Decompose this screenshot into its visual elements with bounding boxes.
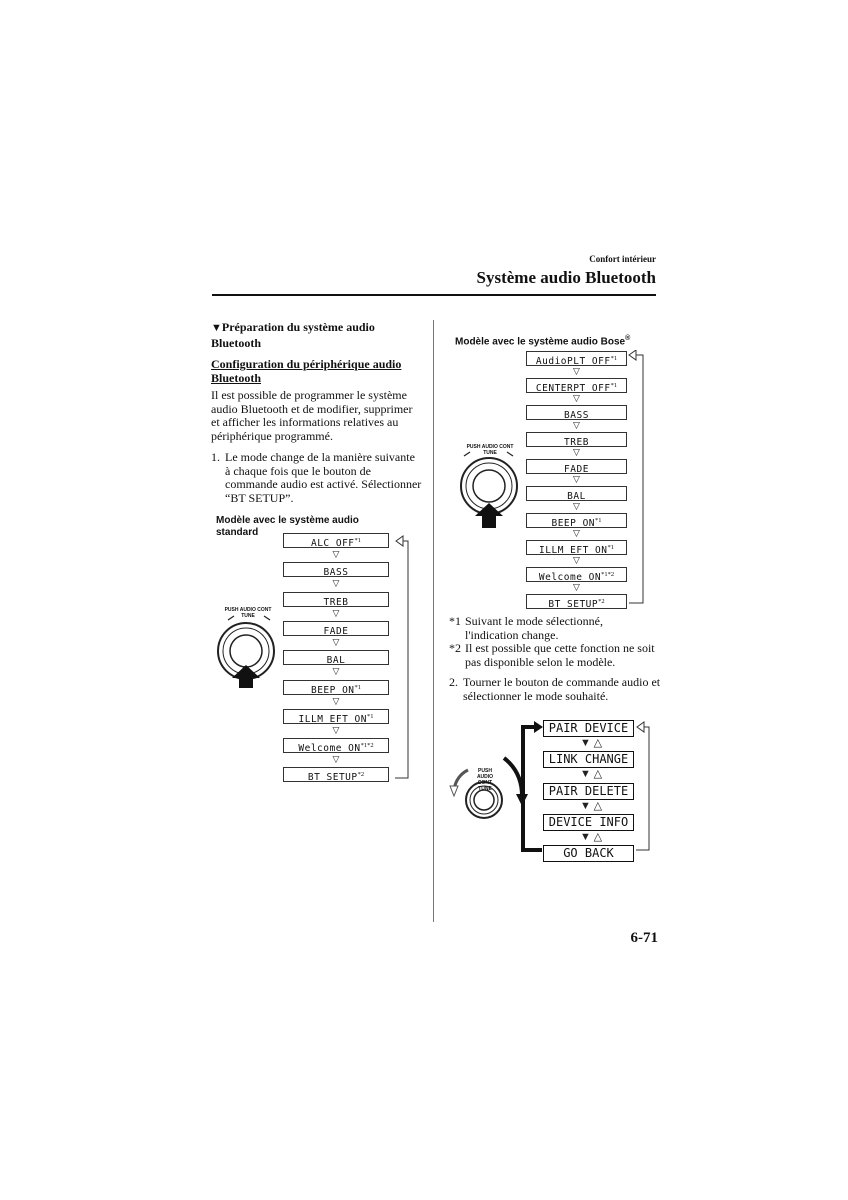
mode-display-5 bbox=[526, 459, 627, 474]
mode-display-8 bbox=[526, 540, 627, 555]
mode-display-4 bbox=[526, 432, 627, 447]
mode-label: Welcome ON bbox=[298, 743, 361, 755]
mode-note: *1 bbox=[354, 537, 362, 544]
down-arrow-icon: ▽ bbox=[573, 447, 580, 457]
down-arrow-icon: ▽ bbox=[573, 420, 580, 430]
knob-label-audio: AUDIO CONT bbox=[239, 607, 272, 613]
mode-display-10 bbox=[526, 594, 627, 609]
down-arrow-icon: ▽ bbox=[332, 607, 340, 618]
mode-label: CENTERPT OFF bbox=[535, 383, 611, 395]
mode-note: *1 bbox=[366, 712, 374, 720]
mode-label: BEEP ON bbox=[551, 518, 596, 530]
down-arrow-icon: ▽ bbox=[573, 366, 580, 376]
section-heading bbox=[211, 320, 421, 351]
section-heading-text: Préparation du système audio Bluetooth bbox=[211, 320, 375, 350]
mode-note: *1 bbox=[607, 544, 614, 551]
mode-display-8 bbox=[283, 738, 389, 753]
chapter-title: Système audio Bluetooth bbox=[476, 268, 656, 287]
mode-note: *1*2 bbox=[601, 571, 615, 578]
forward-loop-line bbox=[523, 727, 542, 850]
select-arrows-icon: ▼ △ bbox=[579, 800, 603, 812]
footnote-text: Suivant le mode sélectionné, l'indication change. bbox=[465, 614, 603, 642]
down-arrow-icon: ▽ bbox=[573, 528, 580, 538]
select-arrows-icon: ▼ △ bbox=[579, 737, 603, 749]
down-arrow-icon: ▽ bbox=[332, 695, 340, 706]
subheading: Configuration du périphérique audio Bluetooth bbox=[211, 357, 402, 385]
mode-display-3 bbox=[526, 405, 627, 420]
mode-label: BT SETUP bbox=[307, 772, 358, 784]
step-2 bbox=[449, 676, 661, 703]
down-arrow-icon: ▽ bbox=[573, 501, 580, 511]
knob-label-audio: AUDIO CONT bbox=[481, 444, 514, 450]
mode-display-7 bbox=[526, 513, 627, 528]
knob-label-tune: TUNE bbox=[478, 786, 492, 792]
down-arrow-icon: ▽ bbox=[332, 636, 340, 647]
mode-note: *1 bbox=[610, 382, 618, 389]
mode-note: *1 bbox=[610, 355, 618, 362]
intro-paragraph: Il est possible de programmer le système audio Bluetooth et de modifier, supprimer et afficher les informations relatives au périphérique programmé. bbox=[211, 388, 413, 443]
mode-display-9 bbox=[283, 767, 389, 782]
knob-label-push: PUSH bbox=[478, 768, 492, 774]
setup-item-display-1: PAIR DEVICE bbox=[543, 720, 634, 737]
mode-label: BAL bbox=[326, 655, 346, 667]
knob-label bbox=[460, 444, 520, 456]
section-label: Confort intérieur bbox=[589, 254, 656, 264]
audio-knob-icon bbox=[218, 616, 274, 688]
mode-display-2 bbox=[283, 562, 389, 577]
setup-item-display-4: DEVICE INFO bbox=[543, 814, 634, 831]
mode-display-4 bbox=[283, 621, 389, 636]
mode-note: *1 bbox=[354, 683, 362, 691]
mode-display-3 bbox=[283, 592, 389, 607]
down-arrow-icon: ▽ bbox=[573, 555, 580, 565]
step-number: 2. bbox=[449, 675, 458, 689]
mode-label: Welcome ON bbox=[538, 572, 602, 584]
mode-display-2 bbox=[526, 378, 627, 393]
rotate-right-arrow-icon bbox=[504, 758, 522, 796]
mode-display-6 bbox=[283, 680, 389, 695]
diagram-caption-standard: Modèle avec le système audio standard bbox=[216, 515, 359, 538]
mode-label: BASS bbox=[323, 567, 349, 579]
mode-label: ILLM EFT ON bbox=[539, 545, 608, 557]
page-number: 6-71 bbox=[630, 930, 658, 946]
footnote-2 bbox=[449, 642, 659, 669]
mode-label: TREB bbox=[323, 596, 349, 608]
column-divider bbox=[433, 320, 434, 922]
knob-label bbox=[224, 607, 272, 619]
return-loop-line bbox=[395, 541, 408, 778]
mode-display-1 bbox=[526, 351, 627, 366]
mode-label: TREB bbox=[564, 437, 589, 449]
mode-display-5 bbox=[283, 650, 389, 665]
mode-note: *2 bbox=[598, 598, 605, 605]
footnote-1 bbox=[449, 615, 659, 642]
down-arrow-icon: ▽ bbox=[573, 474, 580, 484]
down-arrow-icon: ▽ bbox=[573, 393, 580, 403]
knob-label-tune: TUNE bbox=[241, 613, 255, 619]
knob-label-audio: AUDIO CONT bbox=[476, 774, 494, 786]
knob-label-push: PUSH bbox=[224, 607, 239, 613]
mode-display-9 bbox=[526, 567, 627, 582]
registered-mark: ® bbox=[625, 335, 631, 342]
select-arrows-icon: ▼ △ bbox=[579, 831, 603, 843]
mode-display-1 bbox=[283, 533, 389, 548]
mode-label: FADE bbox=[323, 626, 349, 638]
mode-label: FADE bbox=[564, 464, 589, 476]
mode-label: BT SETUP bbox=[548, 599, 599, 611]
audio-knob-icon bbox=[461, 452, 517, 528]
knob-label-push: PUSH bbox=[466, 444, 481, 450]
mode-label: BASS bbox=[564, 410, 589, 422]
down-arrow-icon: ▽ bbox=[332, 724, 340, 735]
down-arrow-icon: ▽ bbox=[332, 549, 340, 559]
diagram-caption-bose bbox=[455, 333, 655, 348]
knob-label bbox=[470, 768, 500, 792]
step-text: Tourner le bouton de commande audio et sélectionner le mode souhaité. bbox=[463, 675, 661, 703]
header-rule bbox=[212, 294, 656, 296]
backward-loop-line bbox=[636, 727, 649, 850]
mode-label: ILLM EFT ON bbox=[298, 713, 367, 725]
step-1 bbox=[211, 451, 423, 505]
step-text: Le mode change de la manière suivante à chaque fois que le bouton de commande audio est activé. Sélectionner “BT SETUP”. bbox=[225, 450, 422, 505]
backward-loop-arrow-icon bbox=[637, 722, 644, 732]
mode-label: BAL bbox=[567, 491, 586, 503]
footnotes bbox=[449, 615, 659, 669]
down-arrow-icon: ▽ bbox=[573, 582, 580, 592]
mode-display-7 bbox=[283, 709, 389, 724]
setup-item-display-5: GO BACK bbox=[543, 845, 634, 862]
footnote-mark: *1 bbox=[449, 614, 461, 628]
down-arrow-icon: ▽ bbox=[332, 754, 340, 765]
footnote-mark: *2 bbox=[449, 641, 461, 656]
return-loop-line bbox=[629, 355, 643, 603]
mode-label: ALC OFF bbox=[310, 538, 355, 550]
mode-note: *1*2 bbox=[360, 742, 374, 750]
setup-item-display-3: PAIR DELETE bbox=[543, 783, 634, 800]
step-number: 1. bbox=[211, 450, 220, 464]
mode-note: *1 bbox=[595, 517, 602, 524]
forward-loop-arrow-icon bbox=[534, 721, 543, 733]
mode-label: BEEP ON bbox=[310, 684, 355, 696]
setup-item-display-2: LINK CHANGE bbox=[543, 751, 634, 768]
knob-label-tune: TUNE bbox=[483, 450, 497, 456]
select-arrows-icon: ▼ △ bbox=[579, 768, 603, 780]
return-arrow-icon bbox=[396, 536, 403, 546]
down-arrow-icon: ▽ bbox=[332, 578, 340, 589]
return-arrow-icon bbox=[629, 350, 636, 360]
caption-bose-text: Modèle avec le système audio Bose bbox=[455, 336, 626, 348]
mode-display-6 bbox=[526, 486, 627, 501]
mode-note: *2 bbox=[357, 771, 365, 779]
footnote-text: Il est possible que cette fonction ne soit pas disponible selon le modèle. bbox=[465, 641, 655, 669]
mode-label: AudioPLT OFF bbox=[535, 356, 611, 368]
triangle-marker-icon: ▼ bbox=[211, 322, 222, 334]
down-arrow-icon: ▽ bbox=[332, 666, 340, 677]
